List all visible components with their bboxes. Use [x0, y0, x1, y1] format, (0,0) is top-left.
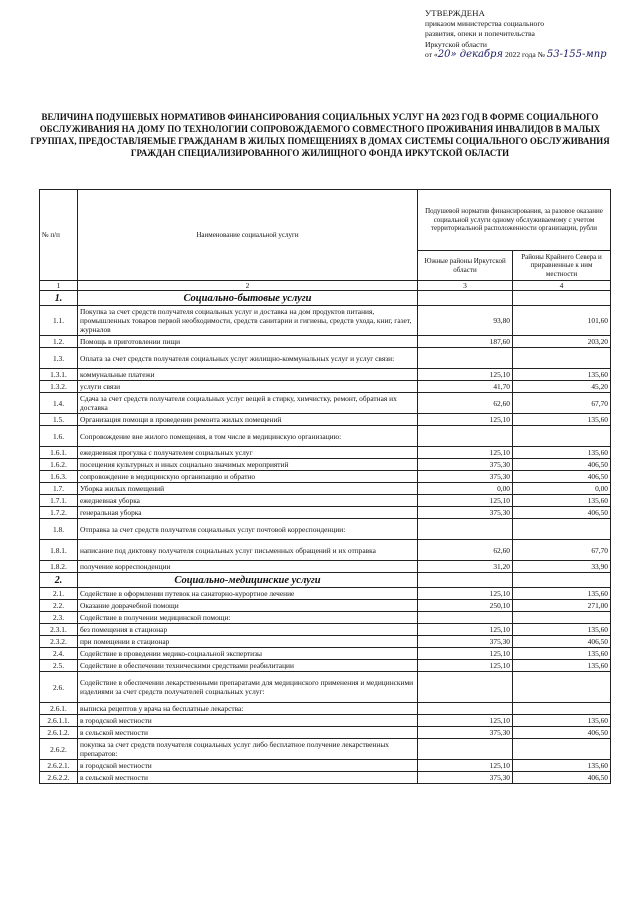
- row-service-name: Уборка жилых помещений: [78, 483, 418, 495]
- row-number: 1.7.: [40, 483, 78, 495]
- row-value-north: 135,60: [513, 495, 611, 507]
- row-value-south: [418, 672, 513, 703]
- row-value-south: 125,10: [418, 624, 513, 636]
- row-value-north: 203,20: [513, 336, 611, 348]
- table-row: [40, 447, 611, 459]
- table-row: [40, 561, 611, 573]
- table-row: [40, 636, 611, 648]
- row-value-south: 62,60: [418, 393, 513, 414]
- table-row: [40, 715, 611, 727]
- row-number: 2.3.2.: [40, 636, 78, 648]
- row-number: 2.3.: [40, 612, 78, 624]
- row-number: 1.7.2.: [40, 507, 78, 519]
- row-service-name: Помощь в приготовлении пищи: [78, 336, 418, 348]
- row-service-name: при помещении в стационар: [78, 636, 418, 648]
- row-value-south: 375,30: [418, 636, 513, 648]
- row-number: 1.8.1.: [40, 540, 78, 561]
- row-value-south: 31,20: [418, 561, 513, 573]
- approval-date-line: [425, 50, 635, 60]
- header-north: Районы Крайнего Севера и приравненные к ним местности: [513, 251, 611, 281]
- row-value-south: 125,10: [418, 648, 513, 660]
- row-number: 2.4.: [40, 648, 78, 660]
- row-value-north: 33,90: [513, 561, 611, 573]
- approval-stamp: [425, 8, 635, 60]
- row-number: 1.: [40, 291, 78, 306]
- row-value-north: [513, 703, 611, 715]
- row-value-south: [418, 426, 513, 447]
- row-value-south: 375,30: [418, 772, 513, 784]
- row-service-name: Социально-медицинские услуги: [78, 573, 418, 588]
- row-value-south: [418, 739, 513, 760]
- row-number: 1.8.: [40, 519, 78, 540]
- row-value-south: 375,30: [418, 471, 513, 483]
- row-value-north: 0,00: [513, 483, 611, 495]
- approval-line-3: Иркутской области: [425, 39, 487, 49]
- row-service-name: Сопровождение вне жилого помещения, в том числе в медицинскую организацию:: [78, 426, 418, 447]
- table-row: [40, 727, 611, 739]
- row-value-north: 135,60: [513, 414, 611, 426]
- row-value-north: 406,50: [513, 459, 611, 471]
- row-value-north: 135,60: [513, 369, 611, 381]
- table-header-row: [40, 190, 611, 251]
- row-value-north: [513, 519, 611, 540]
- row-service-name: в сельской местности: [78, 772, 418, 784]
- approval-year: 2022 года №: [503, 49, 545, 59]
- row-value-north: 271,00: [513, 600, 611, 612]
- document-title: ВЕЛИЧИНА ПОДУШЕВЫХ НОРМАТИВОВ ФИНАНСИРОВАНИЯ СОЦИАЛЬНЫХ УСЛУГ НА 2023 ГОД В ФОРМЕ СОЦИАЛЬНОГО ОБСЛУЖИВАНИЯ НА ДОМУ ПО ТЕХНОЛОГИИ СОПРОВОЖДАЕМОГО СОВМЕСТНОГО ПРОЖИВАНИЯ ИНВАЛИДОВ В МАЛЫХ ГРУППАХ, ПРЕДОСТАВЛЯЕМЫЕ ГРАЖДАНАМ В ЖИЛЫХ ПОМЕЩЕНИЯХ В ДОМАХ СИСТЕМЫ СОЦИАЛЬНОГО ОБСЛУЖИВАНИЯ ГРАЖДАН СПЕЦИАЛИЗИРОВАННОГО ЖИЛИЩНОГО ФОНДА ИРКУТСКОЙ ОБЛАСТИ: [30, 112, 610, 158]
- row-service-name: ежедневная уборка: [78, 495, 418, 507]
- row-number: 1.6.1.: [40, 447, 78, 459]
- row-number: 2.1.: [40, 588, 78, 600]
- table-row: [40, 369, 611, 381]
- table-row: [40, 672, 611, 703]
- row-value-south: 93,80: [418, 306, 513, 336]
- column-index-1: 1: [40, 281, 78, 291]
- row-number: 2.6.1.2.: [40, 727, 78, 739]
- header-norm: Подушевой норматив финансирования, за разовое оказание социальной услуги одному обслуживаемому с учетом территориальной расположенности организации, рубли: [418, 190, 611, 251]
- table-row: [40, 426, 611, 447]
- table-row: [40, 760, 611, 772]
- approval-line-1: приказом министерства социального: [425, 19, 545, 29]
- row-number: 2.6.2.2.: [40, 772, 78, 784]
- column-number-row: [40, 281, 611, 291]
- table-row: [40, 483, 611, 495]
- row-value-south: [418, 612, 513, 624]
- row-value-south: 41,70: [418, 381, 513, 393]
- row-value-south: 375,30: [418, 507, 513, 519]
- approval-heading: УТВЕРЖДЕНА: [425, 8, 486, 18]
- approval-number: 53-155-мпр: [546, 48, 607, 60]
- row-value-north: 406,50: [513, 507, 611, 519]
- table-row: [40, 393, 611, 414]
- row-number: 2.6.: [40, 672, 78, 703]
- row-number: 2.2.: [40, 600, 78, 612]
- row-value-north: 406,50: [513, 636, 611, 648]
- table-row: [40, 703, 611, 715]
- section-row: [40, 291, 611, 306]
- row-value-south: [418, 703, 513, 715]
- row-service-name: Содействие в обеспечении лекарственными препаратами для медицинского применения и медицинскими изделиями за счет средств получателей социальных услуг:: [78, 672, 418, 703]
- row-number: 1.3.1.: [40, 369, 78, 381]
- section-row: [40, 573, 611, 588]
- approval-line-2: развития, опеки и попечительства: [425, 29, 535, 39]
- column-index-4: 4: [513, 281, 611, 291]
- row-value-south: 250,10: [418, 600, 513, 612]
- row-number: 2.6.2.: [40, 739, 78, 760]
- row-service-name: покупка за счет средств получателя социальных услуг либо бесплатное получение лекарственных препаратов:: [78, 739, 418, 760]
- row-number: 1.6.: [40, 426, 78, 447]
- row-number: 1.3.2.: [40, 381, 78, 393]
- row-service-name: ежедневная прогулка с получателем социальных услуг: [78, 447, 418, 459]
- row-value-north: 406,50: [513, 727, 611, 739]
- table-row: [40, 588, 611, 600]
- row-service-name: выписка рецептов у врача на бесплатные лекарства:: [78, 703, 418, 715]
- row-service-name: Организация помощи в проведении ремонта жилых помещений: [78, 414, 418, 426]
- row-value-north: 406,50: [513, 772, 611, 784]
- row-value-south: 62,60: [418, 540, 513, 561]
- row-value-north: 135,60: [513, 588, 611, 600]
- row-value-north: [513, 573, 611, 588]
- table-row: [40, 648, 611, 660]
- row-service-name: Покупка за счет средств получателя социальных услуг и доставка на дом продуктов питания, промышленных товаров первой необходимости, средств санитарии и гигиены, средств ухода, книг, газет, журналов: [78, 306, 418, 336]
- row-value-north: [513, 739, 611, 760]
- row-number: 1.2.: [40, 336, 78, 348]
- row-value-north: [513, 348, 611, 369]
- row-value-north: 101,60: [513, 306, 611, 336]
- row-value-north: [513, 672, 611, 703]
- row-number: 2.6.1.: [40, 703, 78, 715]
- row-number: 1.7.1.: [40, 495, 78, 507]
- row-number: 1.1.: [40, 306, 78, 336]
- row-value-south: 187,60: [418, 336, 513, 348]
- row-value-south: 0,00: [418, 483, 513, 495]
- row-service-name: получение корреспонденции: [78, 561, 418, 573]
- table-row: [40, 600, 611, 612]
- row-service-name: Содействие в проведении медико-социальной экспертизы: [78, 648, 418, 660]
- row-value-south: 125,10: [418, 760, 513, 772]
- table-row: [40, 495, 611, 507]
- norms-table: [39, 189, 611, 784]
- row-value-south: 125,10: [418, 588, 513, 600]
- row-number: 2.: [40, 573, 78, 588]
- row-value-south: 375,30: [418, 727, 513, 739]
- row-value-north: 135,60: [513, 715, 611, 727]
- row-service-name: Содействие в обеспечении техническими средствами реабилитации: [78, 660, 418, 672]
- table-row: [40, 540, 611, 561]
- row-service-name: Оказание доврачебной помощи: [78, 600, 418, 612]
- row-service-name: Содействие в оформлении путевок на санаторно-курортное лечение: [78, 588, 418, 600]
- table-row: [40, 459, 611, 471]
- table-row: [40, 414, 611, 426]
- row-value-north: [513, 291, 611, 306]
- row-value-south: 125,10: [418, 414, 513, 426]
- row-value-north: [513, 426, 611, 447]
- row-value-south: [418, 291, 513, 306]
- table-row: [40, 507, 611, 519]
- header-number: № п/п: [40, 190, 78, 281]
- row-number: 1.6.3.: [40, 471, 78, 483]
- row-value-north: 67,70: [513, 540, 611, 561]
- row-value-north: 135,60: [513, 447, 611, 459]
- row-service-name: Содействие в получении медицинской помощи:: [78, 612, 418, 624]
- row-value-south: [418, 348, 513, 369]
- row-service-name: коммунальные платежи: [78, 369, 418, 381]
- row-number: 1.6.2.: [40, 459, 78, 471]
- row-value-south: 125,10: [418, 369, 513, 381]
- table-row: [40, 336, 611, 348]
- header-south: Южные районы Иркутской области: [418, 251, 513, 281]
- row-number: 1.8.2.: [40, 561, 78, 573]
- table-row: [40, 306, 611, 336]
- row-service-name: Социально-бытовые услуги: [78, 291, 418, 306]
- row-value-north: 45,20: [513, 381, 611, 393]
- row-value-south: 125,10: [418, 660, 513, 672]
- row-number: 2.6.1.1.: [40, 715, 78, 727]
- row-number: 2.5.: [40, 660, 78, 672]
- table-row: [40, 772, 611, 784]
- row-value-north: 135,60: [513, 660, 611, 672]
- table-row: [40, 660, 611, 672]
- row-value-south: 375,30: [418, 459, 513, 471]
- approval-date: 20» декабря: [437, 48, 504, 60]
- row-value-south: [418, 573, 513, 588]
- row-service-name: в городской местности: [78, 760, 418, 772]
- table-row: [40, 612, 611, 624]
- row-value-north: [513, 612, 611, 624]
- row-value-north: 135,60: [513, 760, 611, 772]
- row-service-name: в городской местности: [78, 715, 418, 727]
- table-row: [40, 471, 611, 483]
- row-value-south: [418, 519, 513, 540]
- table-row: [40, 739, 611, 760]
- header-service-name: Наименование социальной услуги: [78, 190, 418, 281]
- row-number: 2.3.1.: [40, 624, 78, 636]
- row-value-south: 125,10: [418, 495, 513, 507]
- row-service-name: Оплата за счет средств получателя социальных услуг жилищно-коммунальных услуг и услуг связи:: [78, 348, 418, 369]
- row-number: 1.4.: [40, 393, 78, 414]
- row-service-name: написание под диктовку получателя социальных услуг письменных обращений и их отправка: [78, 540, 418, 561]
- row-service-name: сопровождение в медицинскую организацию и обратно: [78, 471, 418, 483]
- row-value-north: 406,50: [513, 471, 611, 483]
- row-value-south: 125,10: [418, 715, 513, 727]
- row-number: 1.5.: [40, 414, 78, 426]
- row-service-name: без помещения в стационар: [78, 624, 418, 636]
- column-index-3: 3: [418, 281, 513, 291]
- row-number: 1.3.: [40, 348, 78, 369]
- row-service-name: Отправка за счет средств получателя социальных услуг почтовой корреспонденции:: [78, 519, 418, 540]
- table-row: [40, 624, 611, 636]
- row-value-north: 135,60: [513, 648, 611, 660]
- row-service-name: Сдача за счет средств получателя социальных услуг вещей в стирку, химчистку, ремонт, обратная их доставка: [78, 393, 418, 414]
- row-service-name: генеральная уборка: [78, 507, 418, 519]
- table-row: [40, 519, 611, 540]
- approval-from: от «: [425, 49, 438, 59]
- row-value-south: 125,10: [418, 447, 513, 459]
- row-service-name: в сельской местности: [78, 727, 418, 739]
- row-value-north: 67,70: [513, 393, 611, 414]
- table-row: [40, 348, 611, 369]
- column-index-2: 2: [78, 281, 418, 291]
- row-value-north: 135,60: [513, 624, 611, 636]
- table-row: [40, 381, 611, 393]
- row-service-name: услуги связи: [78, 381, 418, 393]
- row-number: 2.6.2.1.: [40, 760, 78, 772]
- row-service-name: посещения культурных и иных социально значимых мероприятий: [78, 459, 418, 471]
